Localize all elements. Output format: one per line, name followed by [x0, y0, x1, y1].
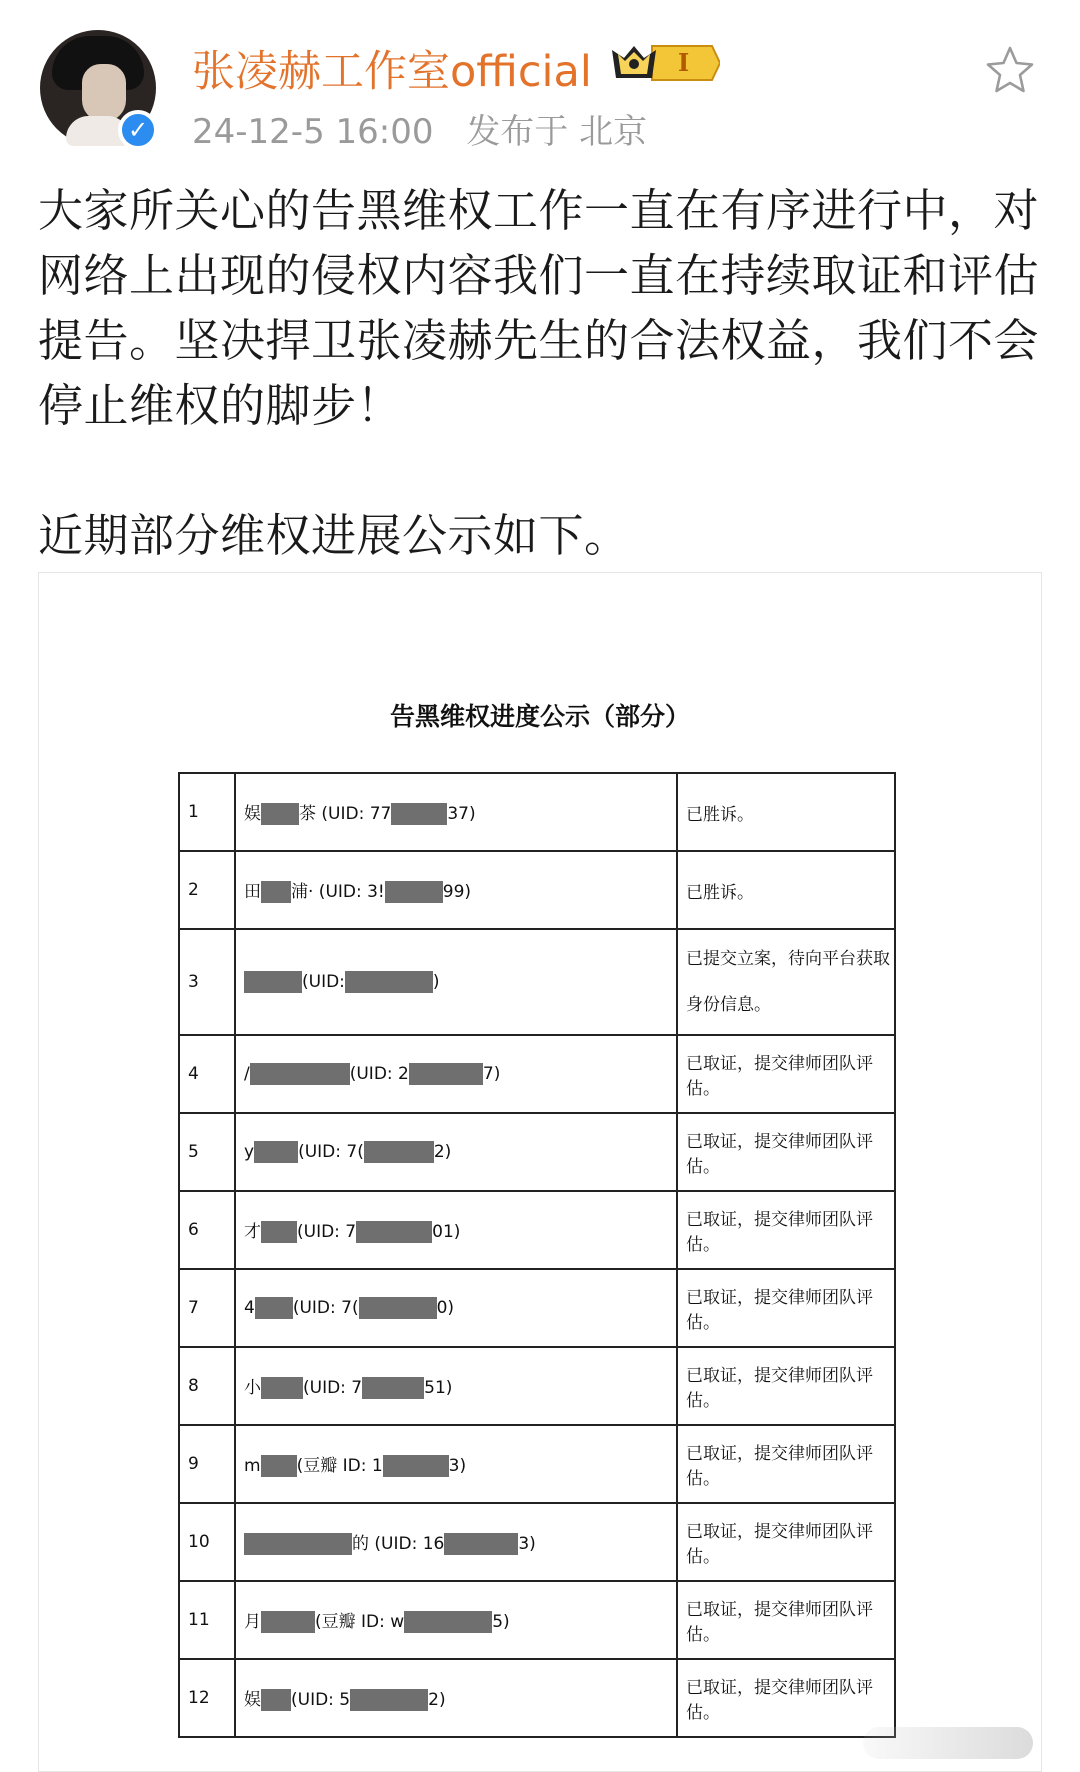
redaction-mask [444, 1533, 518, 1555]
redaction-mask [261, 1689, 291, 1711]
row-number: 2 [179, 851, 235, 929]
row-status: 已胜诉。 [677, 851, 895, 929]
account-prefix: / [244, 1064, 250, 1084]
redaction-mask [254, 1141, 298, 1163]
account-prefix: m [244, 1456, 261, 1476]
row-number: 1 [179, 773, 235, 851]
account-prefix: y [244, 1142, 255, 1162]
table-row [179, 1503, 895, 1581]
redaction-mask [345, 971, 433, 993]
account-uid-prefix: (豆瓣 ID: 1 [296, 1456, 383, 1476]
redaction-mask [359, 1297, 437, 1319]
row-status: 已取证，提交律师团队评估。 [677, 1425, 895, 1503]
redaction-mask [362, 1377, 424, 1399]
account-prefix: 4 [244, 1298, 255, 1318]
row-number: 9 [179, 1425, 235, 1503]
row-account [235, 1113, 677, 1191]
row-account [235, 851, 677, 929]
table-row [179, 1659, 895, 1737]
account-uid-suffix: 7) [482, 1064, 501, 1084]
account-prefix: 月 [244, 1612, 261, 1632]
account-prefix: 娱 [244, 1690, 261, 1710]
row-account [235, 1581, 677, 1659]
redaction-mask [255, 1297, 293, 1319]
row-number: 10 [179, 1503, 235, 1581]
post-paragraph-2: 近期部分维权进展公示如下。 [38, 509, 630, 562]
account-uid-suffix: 0) [436, 1298, 455, 1318]
table-row [179, 1581, 895, 1659]
post-paragraph-1: 大家所关心的告黑维权工作一直在有序进行中，对网络上出现的侵权内容我们一直在持续取证和评估提告。坚决捍卫张凌赫先生的合法权益，我们不会停止维权的脚步！ [38, 184, 1040, 432]
watermark [863, 1727, 1033, 1759]
account-prefix: 才 [244, 1222, 261, 1242]
row-status: 已取证，提交律师团队评估。 [677, 1503, 895, 1581]
post-header [0, 0, 1080, 160]
account-uid-suffix: 51) [424, 1378, 453, 1398]
row-status: 已取证，提交律师团队评估。 [677, 1113, 895, 1191]
table-row [179, 773, 895, 851]
row-status: 已取证，提交律师团队评估。 [677, 1035, 895, 1113]
row-account [235, 1269, 677, 1347]
row-number: 4 [179, 1035, 235, 1113]
progress-table [178, 772, 896, 1738]
table-row [179, 1269, 895, 1347]
row-account [235, 929, 677, 1035]
post-body [38, 178, 1048, 568]
account-uid-prefix: (UID: 7 [297, 1222, 357, 1242]
table-row [179, 929, 895, 1035]
row-number: 3 [179, 929, 235, 1035]
row-account [235, 1035, 677, 1113]
row-number: 7 [179, 1269, 235, 1347]
account-prefix: 田 [244, 882, 261, 902]
row-status: 已取证，提交律师团队评估。 [677, 1347, 895, 1425]
row-number: 5 [179, 1113, 235, 1191]
row-status: 已取证，提交律师团队评估。 [677, 1659, 895, 1737]
redaction-mask [244, 1533, 352, 1555]
redaction-mask [391, 803, 447, 825]
redaction-mask [261, 881, 291, 903]
star-icon[interactable] [984, 44, 1036, 96]
row-account [235, 1503, 677, 1581]
account-uid-prefix: (豆瓣 ID: w [315, 1612, 405, 1632]
row-account [235, 1191, 677, 1269]
table-row [179, 1347, 895, 1425]
account-prefix: 小 [244, 1378, 261, 1398]
badge-label: I [678, 48, 690, 77]
avatar-face [82, 64, 126, 122]
redaction-mask [356, 1221, 432, 1243]
row-status: 已取证，提交律师团队评估。 [677, 1191, 895, 1269]
account-uid-prefix: (UID: 7( [298, 1142, 364, 1162]
verified-check-icon: ✓ [118, 110, 158, 150]
row-account [235, 1347, 677, 1425]
account-uid-suffix: 3) [518, 1534, 536, 1554]
crown-badge-icon[interactable] [608, 40, 720, 86]
row-status: 已取证，提交律师团队评估。 [677, 1581, 895, 1659]
account-prefix: 娱 [244, 804, 261, 824]
redaction-mask [261, 1455, 297, 1477]
table-row [179, 1035, 895, 1113]
account-uid-suffix: 2) [433, 1142, 452, 1162]
redaction-mask [261, 1221, 297, 1243]
account-uid-suffix: 01) [432, 1222, 461, 1242]
row-number: 12 [179, 1659, 235, 1737]
account-uid-prefix: (UID: 7( [292, 1298, 359, 1318]
account-uid-prefix: (UID: [302, 972, 345, 992]
account-uid-prefix: (UID: 5 [291, 1690, 351, 1710]
post-meta [192, 104, 669, 153]
attached-document-image[interactable] [38, 572, 1042, 1772]
row-status: 已提交立案，待向平台获取身份信息。 [677, 929, 895, 1035]
table-row [179, 1113, 895, 1191]
redaction-mask [261, 1611, 315, 1633]
redaction-mask [364, 1141, 434, 1163]
account-uid-suffix: 37) [447, 804, 476, 824]
account-uid-prefix: 的 (UID: 16 [352, 1534, 445, 1554]
row-account [235, 1425, 677, 1503]
table-row [179, 851, 895, 929]
account-uid-prefix: 茶 (UID: 77 [299, 804, 392, 824]
redaction-mask [261, 803, 299, 825]
redaction-mask [404, 1611, 492, 1633]
row-number: 6 [179, 1191, 235, 1269]
row-number: 8 [179, 1347, 235, 1425]
row-status: 已取证，提交律师团队评估。 [677, 1269, 895, 1347]
redaction-mask [261, 1377, 303, 1399]
redaction-mask [385, 881, 443, 903]
redaction-mask [409, 1063, 483, 1085]
document-title: 告黑维权进度公示（部分） [389, 702, 690, 731]
post-location: 发布于 北京 [466, 112, 648, 152]
account-uid-suffix: 99) [442, 882, 472, 902]
account-uid-prefix: (UID: 7 [303, 1378, 363, 1398]
row-account [235, 773, 677, 851]
account-uid-suffix: 5) [492, 1612, 510, 1632]
table-row [179, 1191, 895, 1269]
account-uid-suffix: ) [432, 972, 440, 992]
redaction-mask [383, 1455, 449, 1477]
redaction-mask [350, 1689, 428, 1711]
account-uid-prefix: (UID: 2 [349, 1064, 409, 1084]
account-uid-suffix: 2) [428, 1690, 446, 1710]
username[interactable]: 张凌赫工作室official [192, 47, 592, 97]
redaction-mask [250, 1063, 350, 1085]
row-status: 已胜诉。 [677, 773, 895, 851]
row-account [235, 1659, 677, 1737]
table-row [179, 1425, 895, 1503]
post-date: 24-12-5 16:00 [192, 112, 434, 152]
account-uid-suffix: 3) [448, 1456, 467, 1476]
account-uid-prefix: 浦· (UID: 3! [291, 882, 385, 902]
redaction-mask [244, 971, 302, 993]
row-number: 11 [179, 1581, 235, 1659]
